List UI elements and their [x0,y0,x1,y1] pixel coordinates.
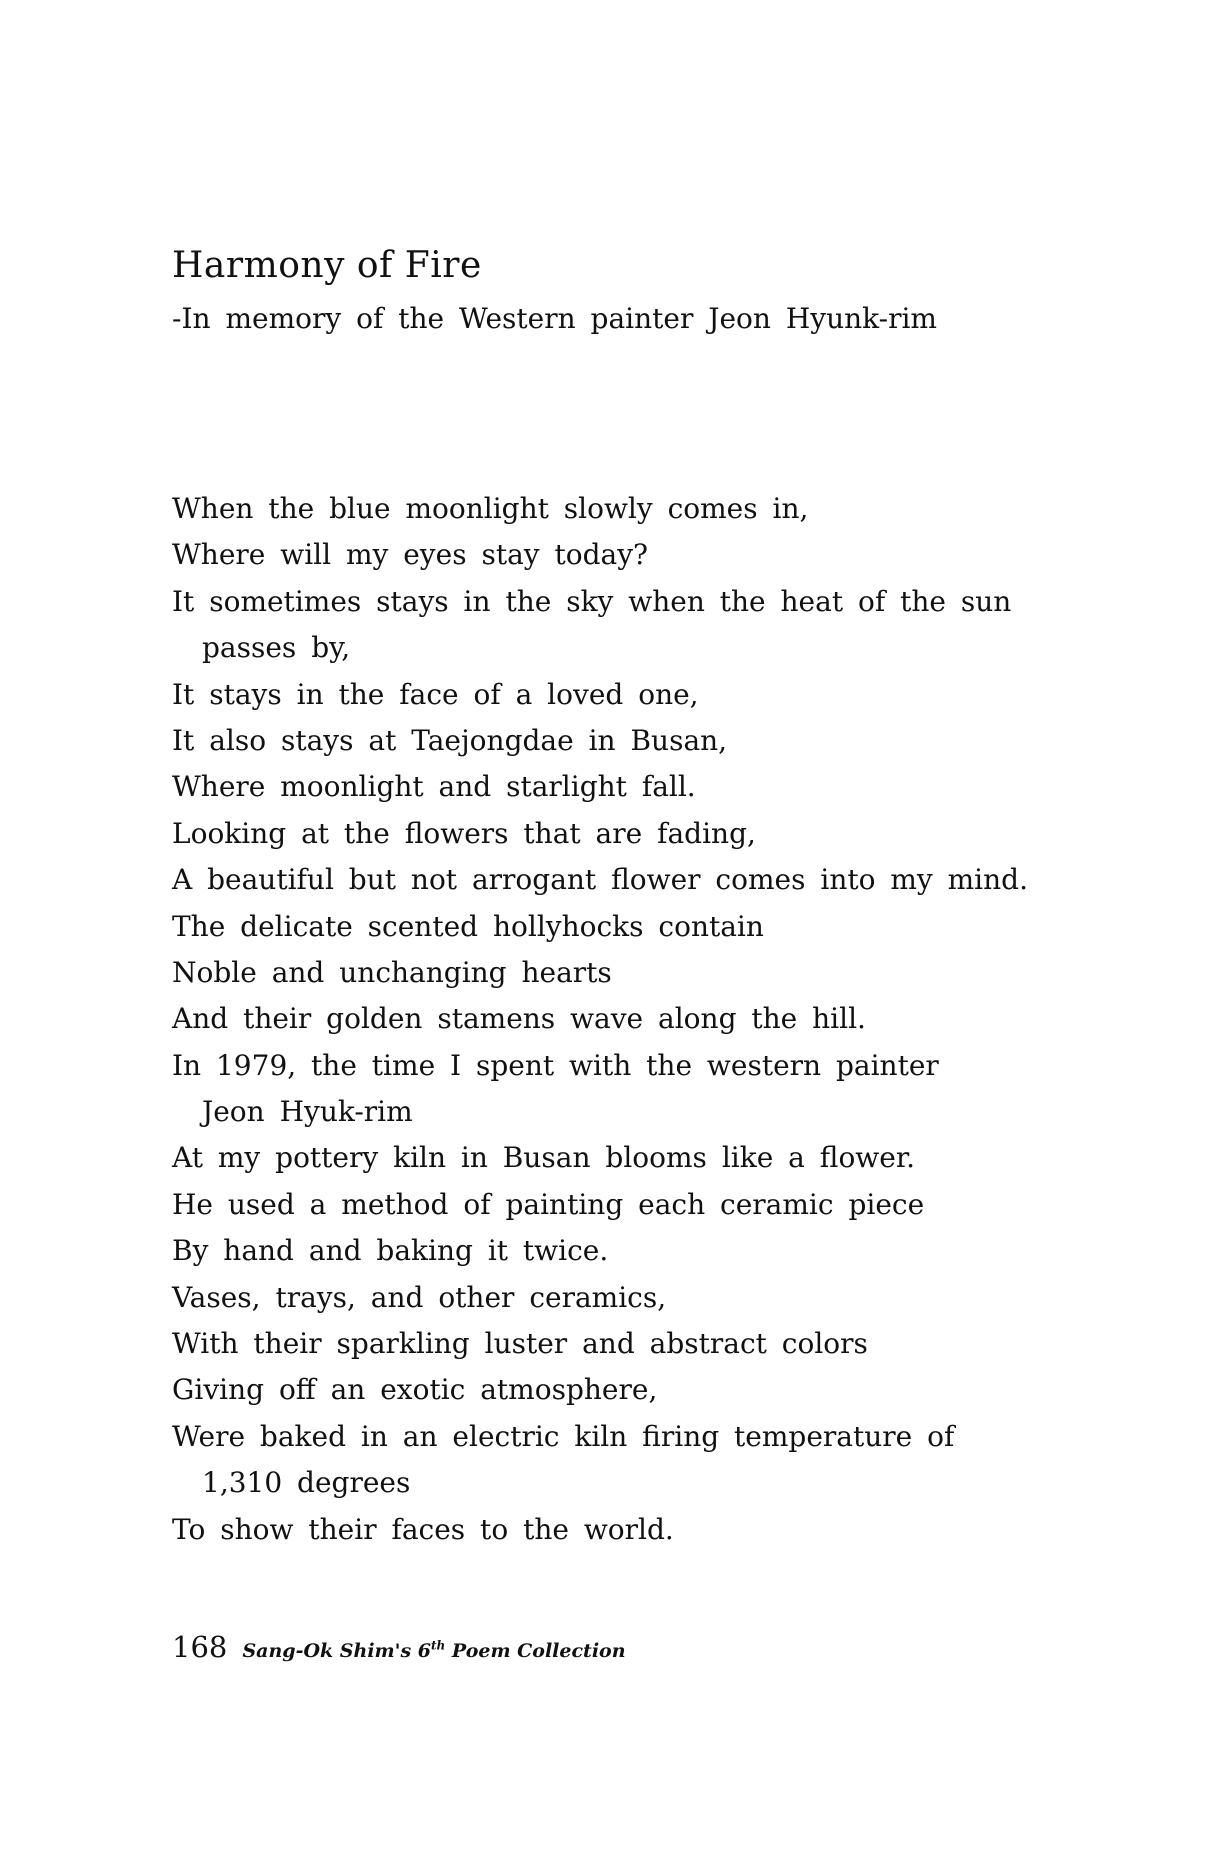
poem-line: Were baked in an electric kiln firing temperature of [172,1419,955,1453]
page-footer [172,1630,626,1664]
poem-line: Looking at the flowers that are fading, [172,816,756,850]
poem-title: Harmony of Fire [172,245,482,286]
book-title [242,1640,625,1662]
poem-line: When the blue moonlight slowly comes in, [172,492,809,525]
poem-line: With their sparkling luster and abstract colors [172,1327,868,1361]
book-title-suffix: Poem Collection [445,1640,626,1662]
poem-line: A beautiful but not arrogant flower comes into my mind. [172,863,1028,897]
poem-line: It stays in the face of a loved one, [172,677,699,711]
poem-line: Vases, trays, and other ceramics, [172,1280,667,1314]
poem-line: Jeon Hyuk-rim [202,1095,413,1129]
poem-line: 1,310 degrees [202,1466,411,1500]
poem-line: By hand and baking it twice. [172,1234,609,1268]
book-title-superscript: th [431,1638,446,1653]
poem-line: It also stays at Taejongdae in Busan, [172,723,728,757]
poem-line: He used a method of painting each ceramic piece [172,1187,925,1221]
poem-line: It sometimes stays in the sky when the heat of the sun [172,584,1012,618]
poem-line: Giving off an exotic atmosphere, [172,1373,658,1407]
poem-line: The delicate scented hollyhocks contain [172,909,764,943]
poem-subtitle: -In memory of the Western painter Jeon Hyunk-rim [172,302,937,335]
poem-line: Noble and unchanging hearts [172,955,612,989]
page-number: 168 [172,1630,228,1664]
poem-line: To show their faces to the world. [172,1512,674,1546]
poem-line: In 1979, the time I spent with the western painter [172,1048,939,1082]
poem-line: At my pottery kiln in Busan blooms like a flower. [172,1141,916,1175]
poem-line: Where moonlight and starlight fall. [172,770,696,804]
poem-body [172,486,1172,1553]
poem-line: passes by, [202,631,351,665]
poem-line: And their golden stamens wave along the hill. [172,1002,866,1036]
poem-line: Where will my eyes stay today? [172,538,649,572]
book-title-prefix: Sang-Ok Shim's 6 [242,1640,432,1662]
